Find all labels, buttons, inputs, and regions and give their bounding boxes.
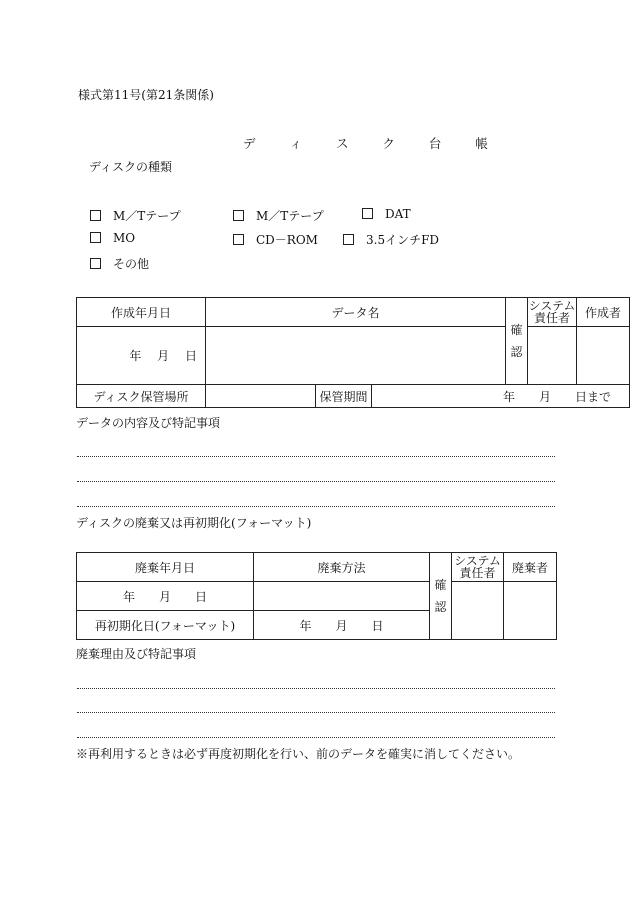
disposal-section-label: ディスクの廃棄又は再初期化(フォーマット) (76, 516, 312, 530)
checkbox[interactable] (233, 234, 244, 245)
option-label: DAT (385, 207, 411, 221)
disposal-date-header: 廃棄年月日 (77, 553, 254, 582)
disposal-table (76, 552, 557, 640)
disk-type-label: ディスクの種類 (89, 160, 173, 174)
disposal-date-field[interactable]: 年 月 日 (77, 582, 254, 611)
option-label: CD－ROM (256, 233, 318, 247)
reinit-date-field[interactable]: 年 月 日 (254, 611, 430, 640)
ledger-table (76, 297, 630, 408)
data-name-field[interactable] (206, 327, 506, 385)
checkbox[interactable] (90, 210, 101, 221)
disposal-confirm-label: 確認 (430, 553, 452, 640)
footer-note: ※再利用するときは必ず再度初期化を行い、前のデータを確実に消してください。 (76, 747, 521, 761)
system-admin-stamp[interactable] (528, 327, 577, 385)
option-label: MO (113, 231, 136, 245)
checkbox[interactable] (362, 208, 373, 219)
storage-place-label: ディスク保管場所 (77, 385, 206, 408)
content-line-1[interactable] (77, 456, 555, 457)
disposer-header: 廃棄者 (504, 553, 557, 582)
option-label: M／Tテープ (256, 209, 324, 223)
created-date-header: 作成年月日 (77, 298, 206, 327)
option-label: その他 (113, 257, 150, 271)
checkbox[interactable] (90, 232, 101, 243)
disposal-admin-header: システム責任者 (452, 553, 504, 582)
storage-place-field[interactable] (206, 385, 316, 408)
data-name-header: データ名 (206, 298, 506, 327)
disposal-reason-label: 廃棄理由及び特記事項 (76, 647, 197, 661)
option-mt-tape-1[interactable] (90, 207, 181, 224)
content-section-label: データの内容及び特記事項 (76, 416, 221, 430)
option-mo[interactable] (90, 231, 135, 245)
disposer-stamp[interactable] (504, 582, 557, 640)
option-label: 3.5インチFD (366, 233, 440, 247)
option-floppy[interactable] (343, 231, 439, 248)
checkbox[interactable] (343, 234, 354, 245)
reason-line-2[interactable] (77, 712, 555, 713)
option-label: M／Tテープ (113, 209, 181, 223)
disposal-admin-stamp[interactable] (452, 582, 504, 640)
option-mt-tape-2[interactable] (233, 207, 324, 224)
author-stamp[interactable] (577, 327, 630, 385)
storage-period-field[interactable]: 年 月 日まで (372, 385, 630, 408)
checkbox[interactable] (233, 210, 244, 221)
disposal-method-field[interactable] (254, 582, 430, 611)
option-cd-rom[interactable] (233, 231, 318, 248)
option-other[interactable] (90, 255, 149, 272)
created-date-field[interactable]: 年 月 日 (77, 327, 206, 385)
content-line-3[interactable] (77, 506, 555, 507)
reinit-date-label: 再初期化日(フォーマット) (77, 611, 254, 640)
system-admin-header: システム責任者 (528, 299, 576, 325)
confirm-label: 確認 (506, 298, 528, 385)
content-line-2[interactable] (77, 481, 555, 482)
reason-line-3[interactable] (77, 737, 555, 738)
reason-line-1[interactable] (77, 688, 555, 689)
disposal-method-header: 廃棄方法 (254, 553, 430, 582)
author-header: 作成者 (577, 298, 630, 327)
checkbox[interactable] (90, 258, 101, 269)
page-title: デ ィ ス ク 台 帳 (243, 136, 503, 151)
form-number: 様式第11号(第21条関係) (78, 88, 214, 102)
option-dat[interactable] (362, 207, 411, 221)
storage-period-label: 保管期間 (316, 385, 372, 408)
